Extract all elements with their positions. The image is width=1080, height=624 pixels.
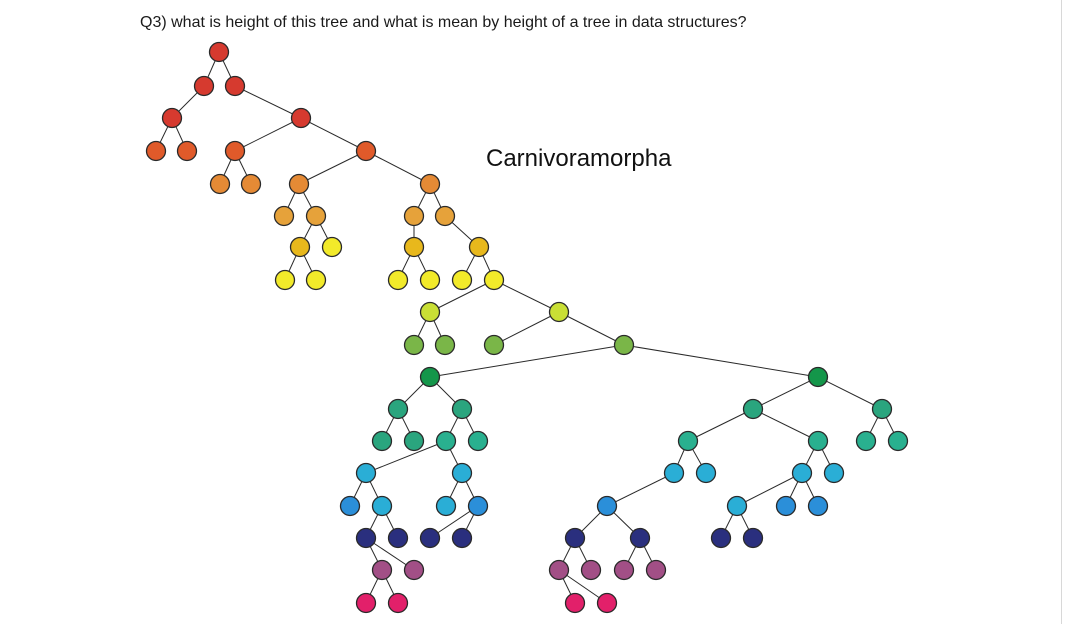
tree-node [357,529,376,548]
tree-edge [235,86,301,118]
tree-edge [299,151,366,184]
tree-edge [430,345,624,377]
tree-node [421,368,440,387]
tree-edge [624,345,818,377]
tree-node [292,109,311,128]
tree-title-label: Carnivoramorpha [486,145,672,172]
tree-node [276,271,295,290]
tree-node [647,561,666,580]
tree-edge [366,151,430,184]
tree-node [405,238,424,257]
tree-node [436,207,455,226]
tree-node [679,432,698,451]
tree-node [290,175,309,194]
tree-node [873,400,892,419]
tree-node [744,529,763,548]
tree-node [777,497,796,516]
tree-edge [559,312,624,345]
tree-node [405,207,424,226]
tree-node [357,464,376,483]
tree-edge [494,280,559,312]
tree-node [453,529,472,548]
tree-node [889,432,908,451]
tree-node [437,432,456,451]
tree-node [421,271,440,290]
tree-node [405,432,424,451]
tree-node [275,207,294,226]
tree-node [712,529,731,548]
tree-node [147,142,166,161]
tree-edge [753,409,818,441]
tree-node [421,303,440,322]
tree-node [566,594,585,613]
tree-node [405,336,424,355]
tree-node [598,594,617,613]
tree-node [226,142,245,161]
tree-edge [688,409,753,441]
tree-node [857,432,876,451]
tree-node [405,561,424,580]
tree-node [485,336,504,355]
tree-node [195,77,214,96]
tree-node [373,497,392,516]
tree-node [598,497,617,516]
tree-node [793,464,812,483]
tree-node [469,432,488,451]
tree-node [389,400,408,419]
tree-node [615,561,634,580]
tree-node [291,238,310,257]
tree-node [453,400,472,419]
tree-node [566,529,585,548]
tree-node [437,497,456,516]
tree-node [550,303,569,322]
tree-node [421,175,440,194]
tree-node [210,43,229,62]
tree-nodes [147,43,908,613]
tree-node [665,464,684,483]
tree-edges [156,52,898,603]
tree-edge [301,118,366,151]
tree-node [421,529,440,548]
tree-edge [818,377,882,409]
tree-node [389,594,408,613]
tree-node [307,271,326,290]
tree-node [453,271,472,290]
tree-node [226,77,245,96]
tree-node [453,464,472,483]
tree-node [323,238,342,257]
tree-edge [494,312,559,345]
question-text: Q3) what is height of this tree and what is mean by height of a tree in data structures? [140,14,747,31]
tree-node [631,529,650,548]
tree-node [697,464,716,483]
tree-node [582,561,601,580]
tree-node [809,497,828,516]
tree-node [809,432,828,451]
tree-node [373,432,392,451]
tree-node [389,271,408,290]
tree-node [550,561,569,580]
tree-node [485,271,504,290]
tree-node [178,142,197,161]
tree-node [436,336,455,355]
tree-node [470,238,489,257]
tree-node [373,561,392,580]
tree-node [357,142,376,161]
tree-node [163,109,182,128]
tree-node [728,497,747,516]
tree-node [615,336,634,355]
tree-node [211,175,230,194]
tree-node [242,175,261,194]
tree-node [307,207,326,226]
tree-edge [753,377,818,409]
tree-edge [235,118,301,151]
tree-edge [607,473,674,506]
tree-node [809,368,828,387]
tree-node [469,497,488,516]
tree-node [341,497,360,516]
tree-node [825,464,844,483]
tree-node [389,529,408,548]
tree-node [357,594,376,613]
tree-node [744,400,763,419]
